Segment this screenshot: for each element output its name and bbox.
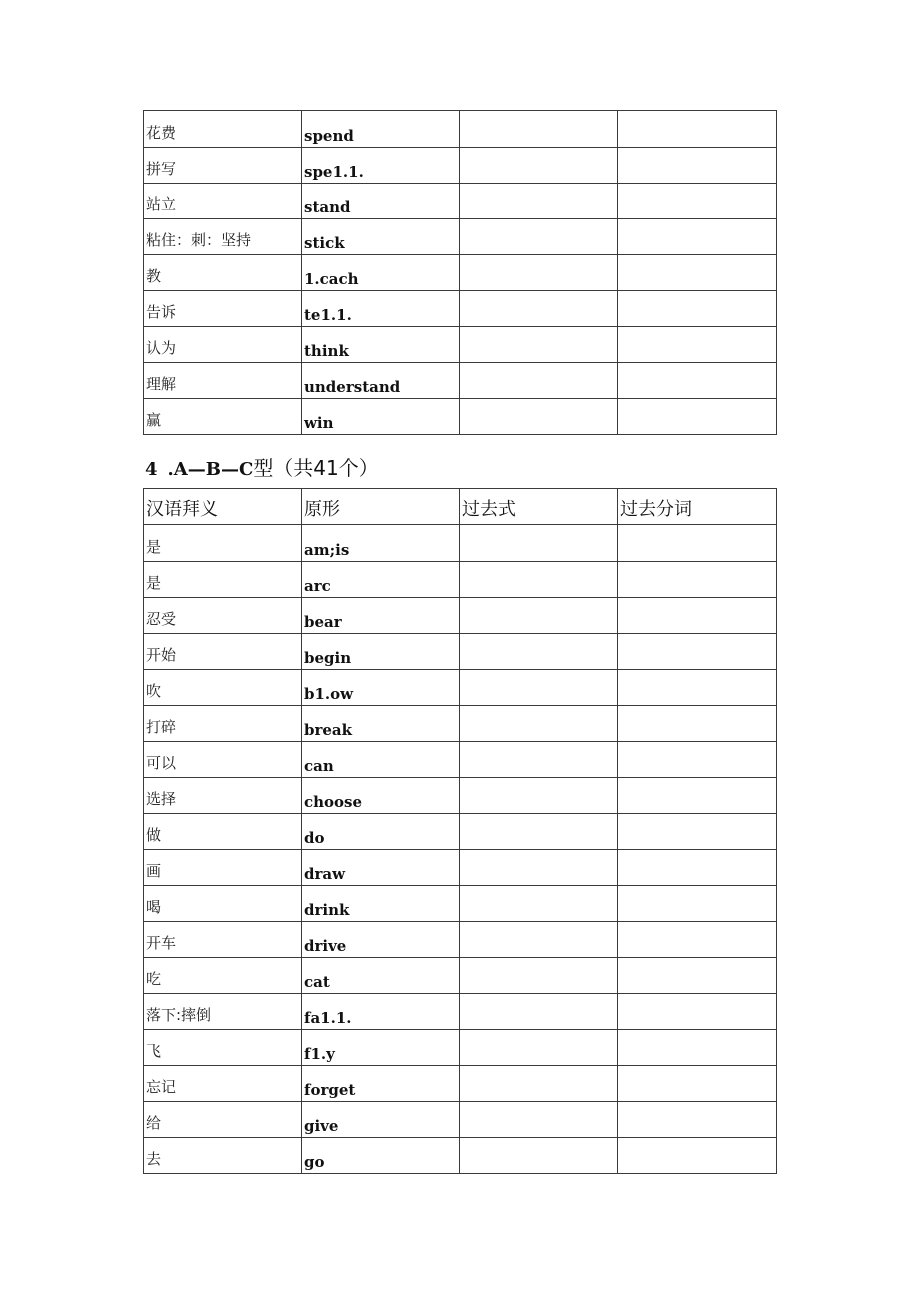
header-past-tense: 过去式 xyxy=(460,489,618,525)
table-row xyxy=(144,1030,777,1066)
past-participle-cell xyxy=(618,598,777,634)
base-form-cell: begin xyxy=(302,634,460,670)
base-form-cell: drink xyxy=(302,886,460,922)
chinese-meaning-cell: 开车 xyxy=(144,922,302,958)
chinese-meaning-cell: 喝 xyxy=(144,886,302,922)
table-row xyxy=(144,958,777,994)
base-form-cell: understand xyxy=(302,363,460,399)
base-form-cell: cat xyxy=(302,958,460,994)
table-row xyxy=(144,291,777,327)
past-tense-cell xyxy=(460,562,618,598)
header-past-participle: 过去分词 xyxy=(618,489,777,525)
table-row xyxy=(144,184,777,219)
past-tense-cell xyxy=(460,994,618,1030)
base-form-cell: am;is xyxy=(302,525,460,562)
header-base-form: 原形 xyxy=(302,489,460,525)
verb-table-abc xyxy=(143,488,777,1174)
table-row xyxy=(144,399,777,435)
base-form-cell: spend xyxy=(302,111,460,148)
table-row xyxy=(144,219,777,255)
past-participle-cell xyxy=(618,255,777,291)
base-form-cell: fa1.1. xyxy=(302,994,460,1030)
chinese-meaning-cell: 是 xyxy=(144,525,302,562)
chinese-meaning-cell: 可以 xyxy=(144,742,302,778)
past-tense-cell xyxy=(460,598,618,634)
past-participle-cell xyxy=(618,1066,777,1102)
table-row xyxy=(144,886,777,922)
table-row xyxy=(144,850,777,886)
past-participle-cell xyxy=(618,111,777,148)
table-row xyxy=(144,363,777,399)
past-tense-cell xyxy=(460,634,618,670)
verb-table-1 xyxy=(143,110,777,435)
chinese-meaning-cell: 粘住：刺：坚持 xyxy=(144,219,302,255)
past-participle-cell xyxy=(618,922,777,958)
chinese-meaning-cell: 站立 xyxy=(144,184,302,219)
table-row xyxy=(144,1066,777,1102)
table-row xyxy=(144,327,777,363)
section-heading xyxy=(145,452,379,481)
base-form-cell: spe1.1. xyxy=(302,148,460,184)
base-form-cell: stick xyxy=(302,219,460,255)
past-participle-cell xyxy=(618,562,777,598)
chinese-meaning-cell: 落下:摔倒 xyxy=(144,994,302,1030)
chinese-meaning-cell: 画 xyxy=(144,850,302,886)
past-tense-cell xyxy=(460,850,618,886)
chinese-meaning-cell: 打碎 xyxy=(144,706,302,742)
table-row xyxy=(144,148,777,184)
base-form-cell: break xyxy=(302,706,460,742)
chinese-meaning-cell: 赢 xyxy=(144,399,302,435)
past-tense-cell xyxy=(460,1030,618,1066)
past-participle-cell xyxy=(618,850,777,886)
past-participle-cell xyxy=(618,291,777,327)
past-tense-cell xyxy=(460,399,618,435)
table-row xyxy=(144,1102,777,1138)
table-row xyxy=(144,562,777,598)
chinese-meaning-cell: 给 xyxy=(144,1102,302,1138)
chinese-meaning-cell: 飞 xyxy=(144,1030,302,1066)
past-tense-cell xyxy=(460,291,618,327)
past-tense-cell xyxy=(460,886,618,922)
base-form-cell: arc xyxy=(302,562,460,598)
table-row xyxy=(144,778,777,814)
base-form-cell: can xyxy=(302,742,460,778)
past-tense-cell xyxy=(460,778,618,814)
chinese-meaning-cell: 做 xyxy=(144,814,302,850)
base-form-cell: bear xyxy=(302,598,460,634)
past-participle-cell xyxy=(618,399,777,435)
table-row xyxy=(144,922,777,958)
past-tense-cell xyxy=(460,184,618,219)
base-form-cell: forget xyxy=(302,1066,460,1102)
past-participle-cell xyxy=(618,994,777,1030)
past-tense-cell xyxy=(460,706,618,742)
base-form-cell: give xyxy=(302,1102,460,1138)
chinese-meaning-cell: 开始 xyxy=(144,634,302,670)
table-header-row xyxy=(144,489,777,525)
chinese-meaning-cell: 认为 xyxy=(144,327,302,363)
past-participle-cell xyxy=(618,706,777,742)
past-participle-cell xyxy=(618,184,777,219)
past-participle-cell xyxy=(618,634,777,670)
chinese-meaning-cell: 吃 xyxy=(144,958,302,994)
chinese-meaning-cell: 吹 xyxy=(144,670,302,706)
past-tense-cell xyxy=(460,814,618,850)
table-row xyxy=(144,1138,777,1174)
chinese-meaning-cell: 选择 xyxy=(144,778,302,814)
table-row xyxy=(144,111,777,148)
base-form-cell: te1.1. xyxy=(302,291,460,327)
table-row xyxy=(144,598,777,634)
past-participle-cell xyxy=(618,363,777,399)
chinese-meaning-cell: 忍受 xyxy=(144,598,302,634)
chinese-meaning-cell: 是 xyxy=(144,562,302,598)
table-row xyxy=(144,706,777,742)
base-form-cell: drive xyxy=(302,922,460,958)
chinese-meaning-cell: 去 xyxy=(144,1138,302,1174)
past-tense-cell xyxy=(460,1138,618,1174)
table-row xyxy=(144,634,777,670)
base-form-cell: 1.cach xyxy=(302,255,460,291)
base-form-cell: choose xyxy=(302,778,460,814)
past-tense-cell xyxy=(460,363,618,399)
past-participle-cell xyxy=(618,148,777,184)
base-form-cell: go xyxy=(302,1138,460,1174)
past-tense-cell xyxy=(460,670,618,706)
past-tense-cell xyxy=(460,958,618,994)
section-pattern: .A—B—C xyxy=(167,459,254,480)
past-tense-cell xyxy=(460,1066,618,1102)
past-participle-cell xyxy=(618,742,777,778)
past-participle-cell xyxy=(618,886,777,922)
past-tense-cell xyxy=(460,219,618,255)
base-form-cell: win xyxy=(302,399,460,435)
past-participle-cell xyxy=(618,327,777,363)
past-participle-cell xyxy=(618,525,777,562)
table-row xyxy=(144,525,777,562)
past-participle-cell xyxy=(618,1138,777,1174)
past-participle-cell xyxy=(618,1030,777,1066)
past-participle-cell xyxy=(618,219,777,255)
chinese-meaning-cell: 忘记 xyxy=(144,1066,302,1102)
past-tense-cell xyxy=(460,742,618,778)
past-tense-cell xyxy=(460,255,618,291)
table-row xyxy=(144,814,777,850)
past-participle-cell xyxy=(618,1102,777,1138)
past-tense-cell xyxy=(460,148,618,184)
base-form-cell: f1.y xyxy=(302,1030,460,1066)
base-form-cell: think xyxy=(302,327,460,363)
base-form-cell: stand xyxy=(302,184,460,219)
past-tense-cell xyxy=(460,1102,618,1138)
base-form-cell: b1.ow xyxy=(302,670,460,706)
table-row xyxy=(144,742,777,778)
table-row xyxy=(144,994,777,1030)
chinese-meaning-cell: 理解 xyxy=(144,363,302,399)
chinese-meaning-cell: 花费 xyxy=(144,111,302,148)
base-form-cell: draw xyxy=(302,850,460,886)
past-participle-cell xyxy=(618,670,777,706)
past-tense-cell xyxy=(460,525,618,562)
section-suffix: 型（共41个） xyxy=(253,456,379,480)
table-row xyxy=(144,670,777,706)
header-chinese-meaning: 汉语拜义 xyxy=(144,489,302,525)
past-tense-cell xyxy=(460,327,618,363)
section-number: 4 xyxy=(145,459,158,480)
chinese-meaning-cell: 拼写 xyxy=(144,148,302,184)
past-participle-cell xyxy=(618,778,777,814)
past-tense-cell xyxy=(460,111,618,148)
past-participle-cell xyxy=(618,958,777,994)
past-participle-cell xyxy=(618,814,777,850)
table-row xyxy=(144,255,777,291)
chinese-meaning-cell: 告诉 xyxy=(144,291,302,327)
past-tense-cell xyxy=(460,922,618,958)
chinese-meaning-cell: 教 xyxy=(144,255,302,291)
base-form-cell: do xyxy=(302,814,460,850)
